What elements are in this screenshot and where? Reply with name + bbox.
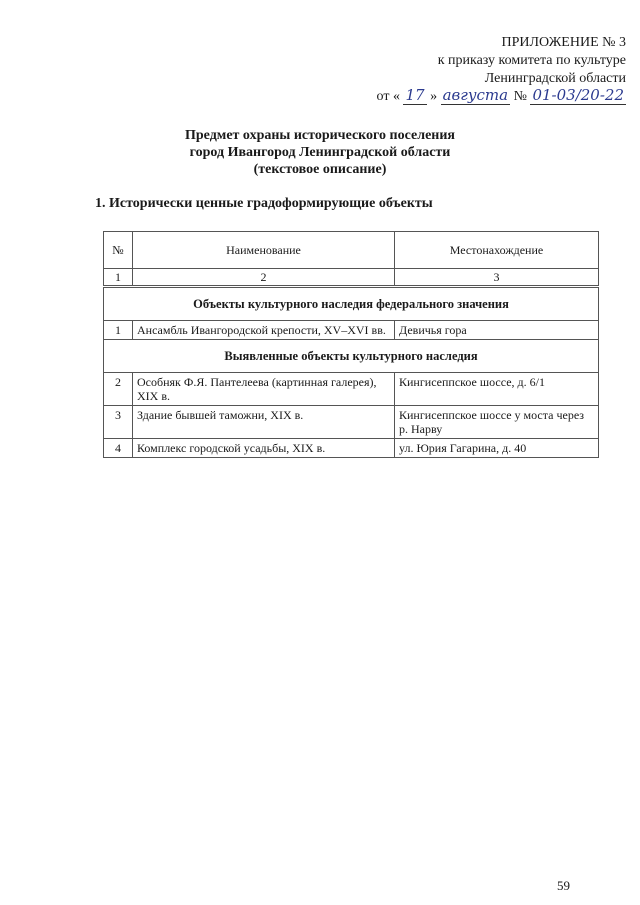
- appendix-date-line: [377, 88, 626, 106]
- row-number: 1: [104, 321, 133, 340]
- header-location: Местонахождение: [395, 232, 599, 269]
- quote-close: »: [430, 89, 438, 104]
- title-line-3: (текстовое описание): [253, 162, 387, 177]
- title-line-1: Предмет охраны исторического поселения: [185, 128, 455, 143]
- appendix-region-line: Ленинградской области: [484, 71, 626, 86]
- header-number: №: [104, 232, 133, 269]
- document-title: [0, 127, 640, 178]
- index-cell-1: 1: [104, 269, 133, 287]
- row-location: Кингисеппское шоссе у моста через р. Нарву: [395, 406, 599, 439]
- table-row: [104, 321, 599, 340]
- header-name: Наименование: [133, 232, 395, 269]
- row-location: Кингисеппское шоссе, д. 6/1: [395, 373, 599, 406]
- table-row: [104, 439, 599, 458]
- row-number: 2: [104, 373, 133, 406]
- title-line-2: город Ивангород Ленинградской области: [189, 145, 451, 160]
- section-heading: 1. Исторически ценные градоформирующие объекты: [95, 196, 433, 211]
- table-row: [104, 373, 599, 406]
- appendix-order-line: к приказу комитета по культуре: [437, 53, 626, 68]
- row-number: 3: [104, 406, 133, 439]
- page-number: 59: [557, 878, 570, 893]
- group-row-federal: [104, 287, 599, 321]
- number-prefix: №: [513, 89, 527, 104]
- table-index-row: [104, 269, 599, 287]
- row-name: Ансамбль Ивангородской крепости, XV–XVI вв.: [133, 321, 395, 340]
- objects-table: [103, 231, 599, 458]
- table-header-row: [104, 232, 599, 269]
- row-name: Особняк Ф.Я. Пантелеева (картинная галерея), XIX в.: [133, 373, 395, 406]
- group-row-identified: [104, 340, 599, 373]
- index-cell-2: 2: [133, 269, 395, 287]
- row-location: Девичья гора: [395, 321, 599, 340]
- handwritten-month: августа: [442, 86, 509, 104]
- group-title-identified: Выявленные объекты культурного наследия: [104, 340, 599, 373]
- appendix-block: [377, 34, 626, 106]
- row-name: Здание бывшей таможни, XIX в.: [133, 406, 395, 439]
- row-name: Комплекс городской усадьбы, XIX в.: [133, 439, 395, 458]
- handwritten-number: 01-03/20-22: [532, 86, 624, 104]
- row-location: ул. Юрия Гагарина, д. 40: [395, 439, 599, 458]
- index-cell-3: 3: [395, 269, 599, 287]
- handwritten-day: 17: [405, 86, 425, 104]
- group-title-federal: Объекты культурного наследия федерального значения: [104, 287, 599, 321]
- row-number: 4: [104, 439, 133, 458]
- appendix-title: ПРИЛОЖЕНИЕ № 3: [501, 35, 626, 50]
- from-prefix: от «: [376, 89, 400, 104]
- table-row: [104, 406, 599, 439]
